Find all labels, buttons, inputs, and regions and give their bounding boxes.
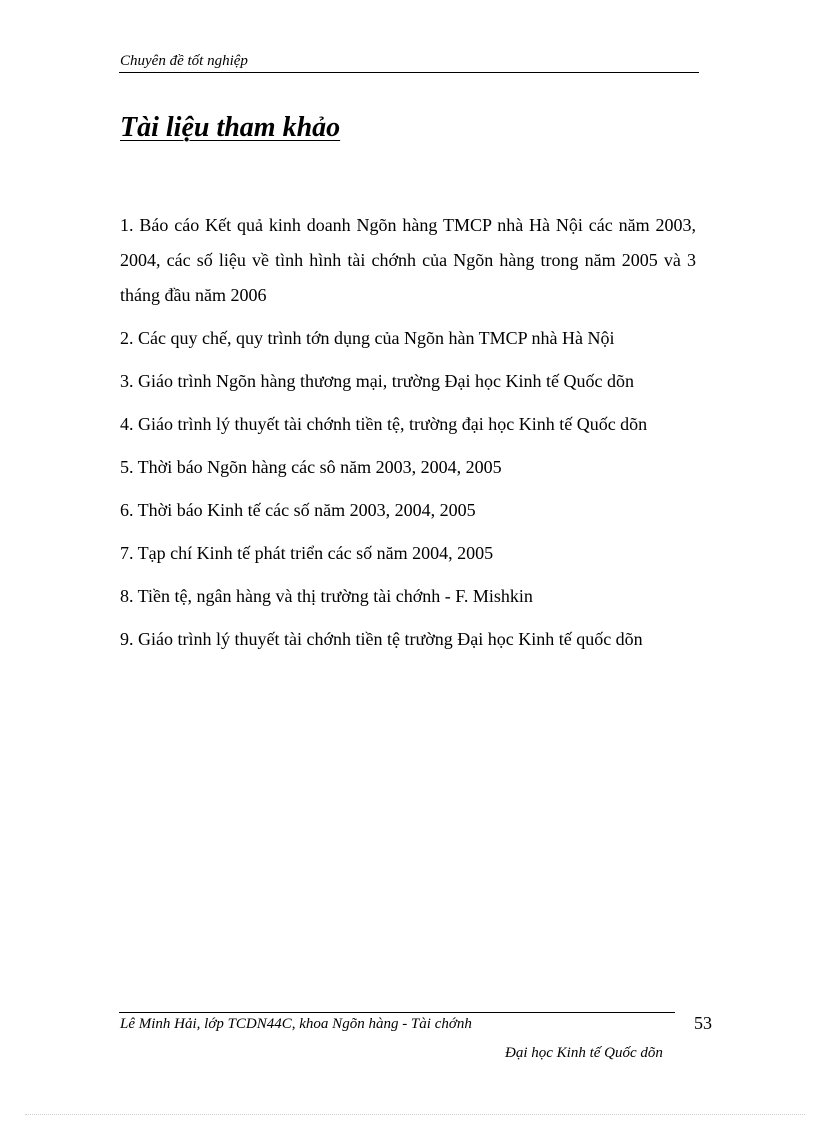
reference-item: 6. Thời báo Kinh tế các số năm 2003, 2004, 2005 [120,500,476,520]
header-divider [119,72,699,73]
reference-item: 9. Giáo trình lý thuyết tài chớnh tiền tệ trường Đại học Kinh tế quốc dõn [120,629,643,649]
reference-list [120,208,696,665]
reference-item: 3. Giáo trình Ngõn hàng thương mại, trường Đại học Kinh tế Quốc dõn [120,371,634,391]
reference-item: 4. Giáo trình lý thuyết tài chớnh tiền tệ, trường đại học Kinh tế Quốc dõn [120,414,648,434]
reference-item: 5. Thời báo Ngõn hàng các sô năm 2003, 2004, 2005 [120,457,502,477]
reference-item: 1. Báo cáo Kết quả kinh doanh Ngõn hàng TMCP nhà Hà Nội các năm 2003, 2004, các số liệu về tình hình tài chớnh của Ngõn hàng trong năm 2005 và 3 tháng đầu năm 2006 [120,215,696,305]
footer-school: Đại học Kinh tế Quốc dõn [505,1045,663,1061]
reference-item: 7. Tạp chí Kinh tế phát triển các số năm 2004, 2005 [120,543,494,563]
reference-item: 2. Các quy chế, quy trình tớn dụng của Ngõn hàn TMCP nhà Hà Nội [120,328,615,348]
running-header: Chuyên đề tốt nghiệp [120,53,248,69]
reference-item: 8. Tiền tệ, ngân hàng và thị trường tài chớnh - F. Mishkin [120,586,533,606]
footer-author: Lê Minh Hải, lớp TCDN44C, khoa Ngõn hàng - Tài chớnh [120,1016,472,1032]
page-title: Tài liệu tham khảo [120,112,341,143]
page-edge-divider [25,1114,805,1115]
page-number: 53 [694,1013,712,1033]
footer-divider [119,1012,675,1013]
